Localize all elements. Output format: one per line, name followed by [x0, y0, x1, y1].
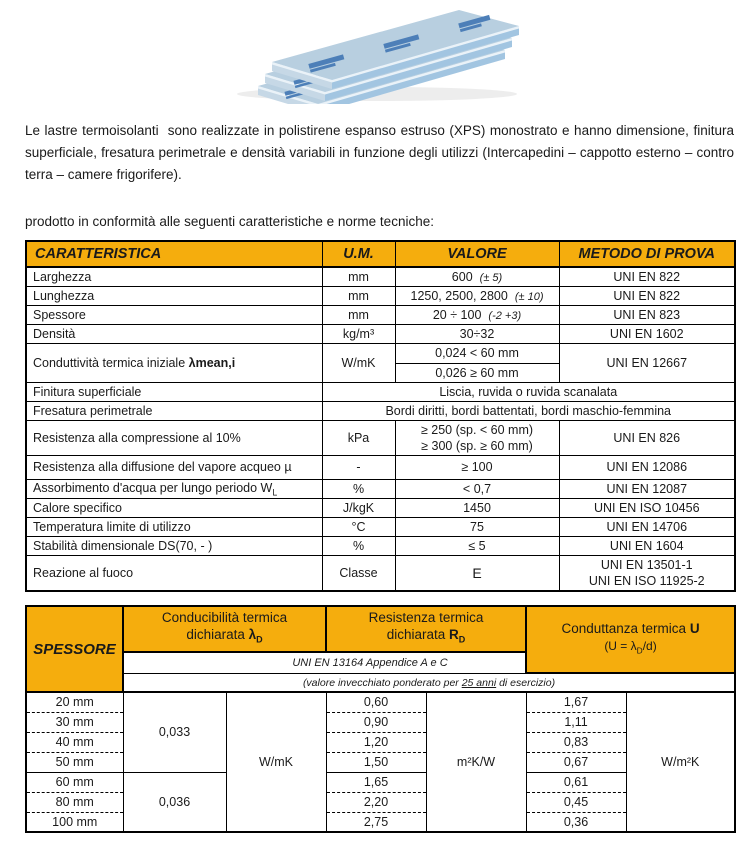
value-sub-row: 0,026 ≥ 60 mm — [396, 363, 559, 382]
u-value: 1,11 — [526, 712, 626, 732]
row-label: Temperatura limite di utilizzo — [26, 518, 322, 537]
table-row — [26, 556, 735, 592]
spessore-header: SPESSORE — [26, 606, 123, 692]
u-formula: $(U = \lambda_D/d)$ — [604, 638, 657, 656]
row-label: Resistenza alla compressione al 10% — [26, 420, 322, 455]
row-label: Stabilità dimensionale DS(70, - ) — [26, 537, 322, 556]
lambda-header: Conducibilità termica dichiarata $\lambda_D$ — [123, 606, 326, 652]
row-method: UNI EN 823 — [559, 305, 735, 324]
row-value — [395, 343, 559, 382]
table-row — [26, 343, 735, 382]
intro-paragraph: Le lastre termoisolanti sono realizzate in polistirene espanso estruso (XPS) monostrato e hanno dimensione, finitura superficiale, fresatura perimetrale e densità variabili in funzione degli utilizzi (Intercapedini – cappotto esterno – contro terra – camere frigorifere). — [25, 123, 738, 182]
xps-boards-illustration — [217, 2, 537, 104]
u-value: 0,67 — [526, 752, 626, 772]
row-value: 600 (± 5) — [395, 267, 559, 286]
table-header-row — [26, 606, 735, 652]
header-caratteristica: CARATTERISTICA — [26, 241, 322, 267]
row-method: UNI EN 1602 — [559, 324, 735, 343]
table-row — [26, 267, 735, 286]
row-unit: % — [322, 537, 395, 556]
row-method: UNI EN ISO 10456 — [559, 499, 735, 518]
row-label: Conduttività termica iniziale λmean,i — [26, 343, 322, 382]
value-tolerance: (± 10) — [514, 290, 544, 303]
u-value: 1,67 — [526, 692, 626, 712]
row-unit: Classe — [322, 556, 395, 592]
conformity-paragraph: prodotto in conformità alle seguenti caratteristiche e norme tecniche: — [25, 214, 434, 229]
row-unit: mm — [322, 286, 395, 305]
row-value: 30÷32 — [395, 324, 559, 343]
value-tolerance: (-2 +3) — [488, 309, 522, 322]
row-value: ≥ 250 (sp. < 60 mm) ≥ 300 (sp. ≥ 60 mm) — [395, 420, 559, 455]
row-label: Reazione al fuoco — [26, 556, 322, 592]
row-label: Densità — [26, 324, 322, 343]
table-header-row — [26, 241, 735, 267]
datasheet-page — [0, 2, 754, 843]
row-label: Finitura superficiale — [26, 382, 322, 401]
header-valore: VALORE — [395, 241, 559, 267]
header-metodo: METODO DI PROVA — [559, 241, 735, 267]
u-value: 0,61 — [526, 772, 626, 792]
rd-unit: m²K/W — [426, 692, 526, 832]
table-row — [26, 286, 735, 305]
row-unit: kg/m³ — [322, 324, 395, 343]
row-unit: W/mK — [322, 343, 395, 382]
u-unit: W/m²K — [626, 692, 735, 832]
row-method: UNI EN 1604 — [559, 537, 735, 556]
row-method: UNI EN 14706 — [559, 518, 735, 537]
row-label: Lunghezza — [26, 286, 322, 305]
row-label: Larghezza — [26, 267, 322, 286]
table-row — [26, 499, 735, 518]
row-method: UNI EN 822 — [559, 286, 735, 305]
table-row — [26, 305, 735, 324]
row-value: 1450 — [395, 499, 559, 518]
row-label: Calore specifico — [26, 499, 322, 518]
rd-value: 1,65 — [326, 772, 426, 792]
header-um: U.M. — [322, 241, 395, 267]
rd-value: 2,20 — [326, 792, 426, 812]
thickness-table — [25, 605, 736, 833]
row-method: UNI EN 12667 — [559, 343, 735, 382]
spessore-cell: 20 mm — [26, 692, 123, 712]
rd-value: 0,90 — [326, 712, 426, 732]
u-value: 0,45 — [526, 792, 626, 812]
lambda-value: 0,036 — [123, 772, 226, 832]
norm-note: UNI EN 13164 Appendice A e C — [123, 652, 526, 673]
rd-value: 2,75 — [326, 812, 426, 832]
u-header: Conduttanza termica U $(U = \lambda_D/d)$ — [526, 606, 735, 673]
u-value: 0,36 — [526, 812, 626, 832]
row-value: ≥ 100 — [395, 455, 559, 479]
row-method: UNI EN 826 — [559, 420, 735, 455]
row-unit: mm — [322, 267, 395, 286]
rd-value: 1,50 — [326, 752, 426, 772]
row-method: UNI EN 12086 — [559, 455, 735, 479]
row-unit: mm — [322, 305, 395, 324]
lambda-mean-symbol: λmean,i — [188, 355, 236, 370]
row-unit: - — [322, 455, 395, 479]
characteristics-table — [25, 240, 736, 592]
row-method: UNI EN 13501-1 UNI EN ISO 11925-2 — [559, 556, 735, 592]
spessore-cell: 40 mm — [26, 732, 123, 752]
row-unit: % — [322, 479, 395, 499]
spessore-cell: 60 mm — [26, 772, 123, 792]
row-value: 75 — [395, 518, 559, 537]
table-row — [26, 692, 735, 712]
row-value: 20 ÷ 100 (-2 +3) — [395, 305, 559, 324]
aging-note: (valore invecchiato ponderato per 25 anni di esercizio) — [123, 673, 735, 692]
row-label: Assorbimento d'acqua per lungo periodo $W_L$ — [26, 479, 322, 499]
table-row — [26, 537, 735, 556]
lambda-unit: W/mK — [226, 692, 326, 832]
wl-subscript: L — [272, 487, 278, 497]
table-row — [26, 324, 735, 343]
row-value: < 0,7 — [395, 479, 559, 499]
lambda-value: 0,033 — [123, 692, 226, 772]
row-method: UNI EN 822 — [559, 267, 735, 286]
product-image — [217, 2, 537, 104]
row-value: 1250, 2500, 2800 (± 10) — [395, 286, 559, 305]
row-value: ≤ 5 — [395, 537, 559, 556]
table-row — [26, 455, 735, 479]
row-value-span: Bordi diritti, bordi battentati, bordi maschio-femmina — [322, 401, 735, 420]
spessore-cell: 100 mm — [26, 812, 123, 832]
row-unit: °C — [322, 518, 395, 537]
u-value: 0,83 — [526, 732, 626, 752]
table-row — [26, 420, 735, 455]
row-value: E — [395, 556, 559, 592]
rd-value: 1,20 — [326, 732, 426, 752]
rd-header: Resistenza termica dichiarata $R_D$ — [326, 606, 526, 652]
rd-value: 0,60 — [326, 692, 426, 712]
row-unit: kPa — [322, 420, 395, 455]
table-row — [26, 518, 735, 537]
spessore-cell: 50 mm — [26, 752, 123, 772]
value-tolerance: (± 5) — [479, 271, 503, 284]
row-method: UNI EN 12087 — [559, 479, 735, 499]
row-label: Fresatura perimetrale — [26, 401, 322, 420]
value-sub-row: 0,024 < 60 mm — [435, 345, 519, 360]
aging-note-row — [26, 673, 735, 692]
row-label: Spessore — [26, 305, 322, 324]
spessore-cell: 80 mm — [26, 792, 123, 812]
row-label: Resistenza alla diffusione del vapore acqueo µ — [26, 455, 322, 479]
row-value-span: Liscia, ruvida o ruvida scanalata — [322, 382, 735, 401]
row-unit: J/kgK — [322, 499, 395, 518]
table-row — [26, 382, 735, 401]
table-row — [26, 479, 735, 499]
table-row — [26, 401, 735, 420]
spessore-cell: 30 mm — [26, 712, 123, 732]
